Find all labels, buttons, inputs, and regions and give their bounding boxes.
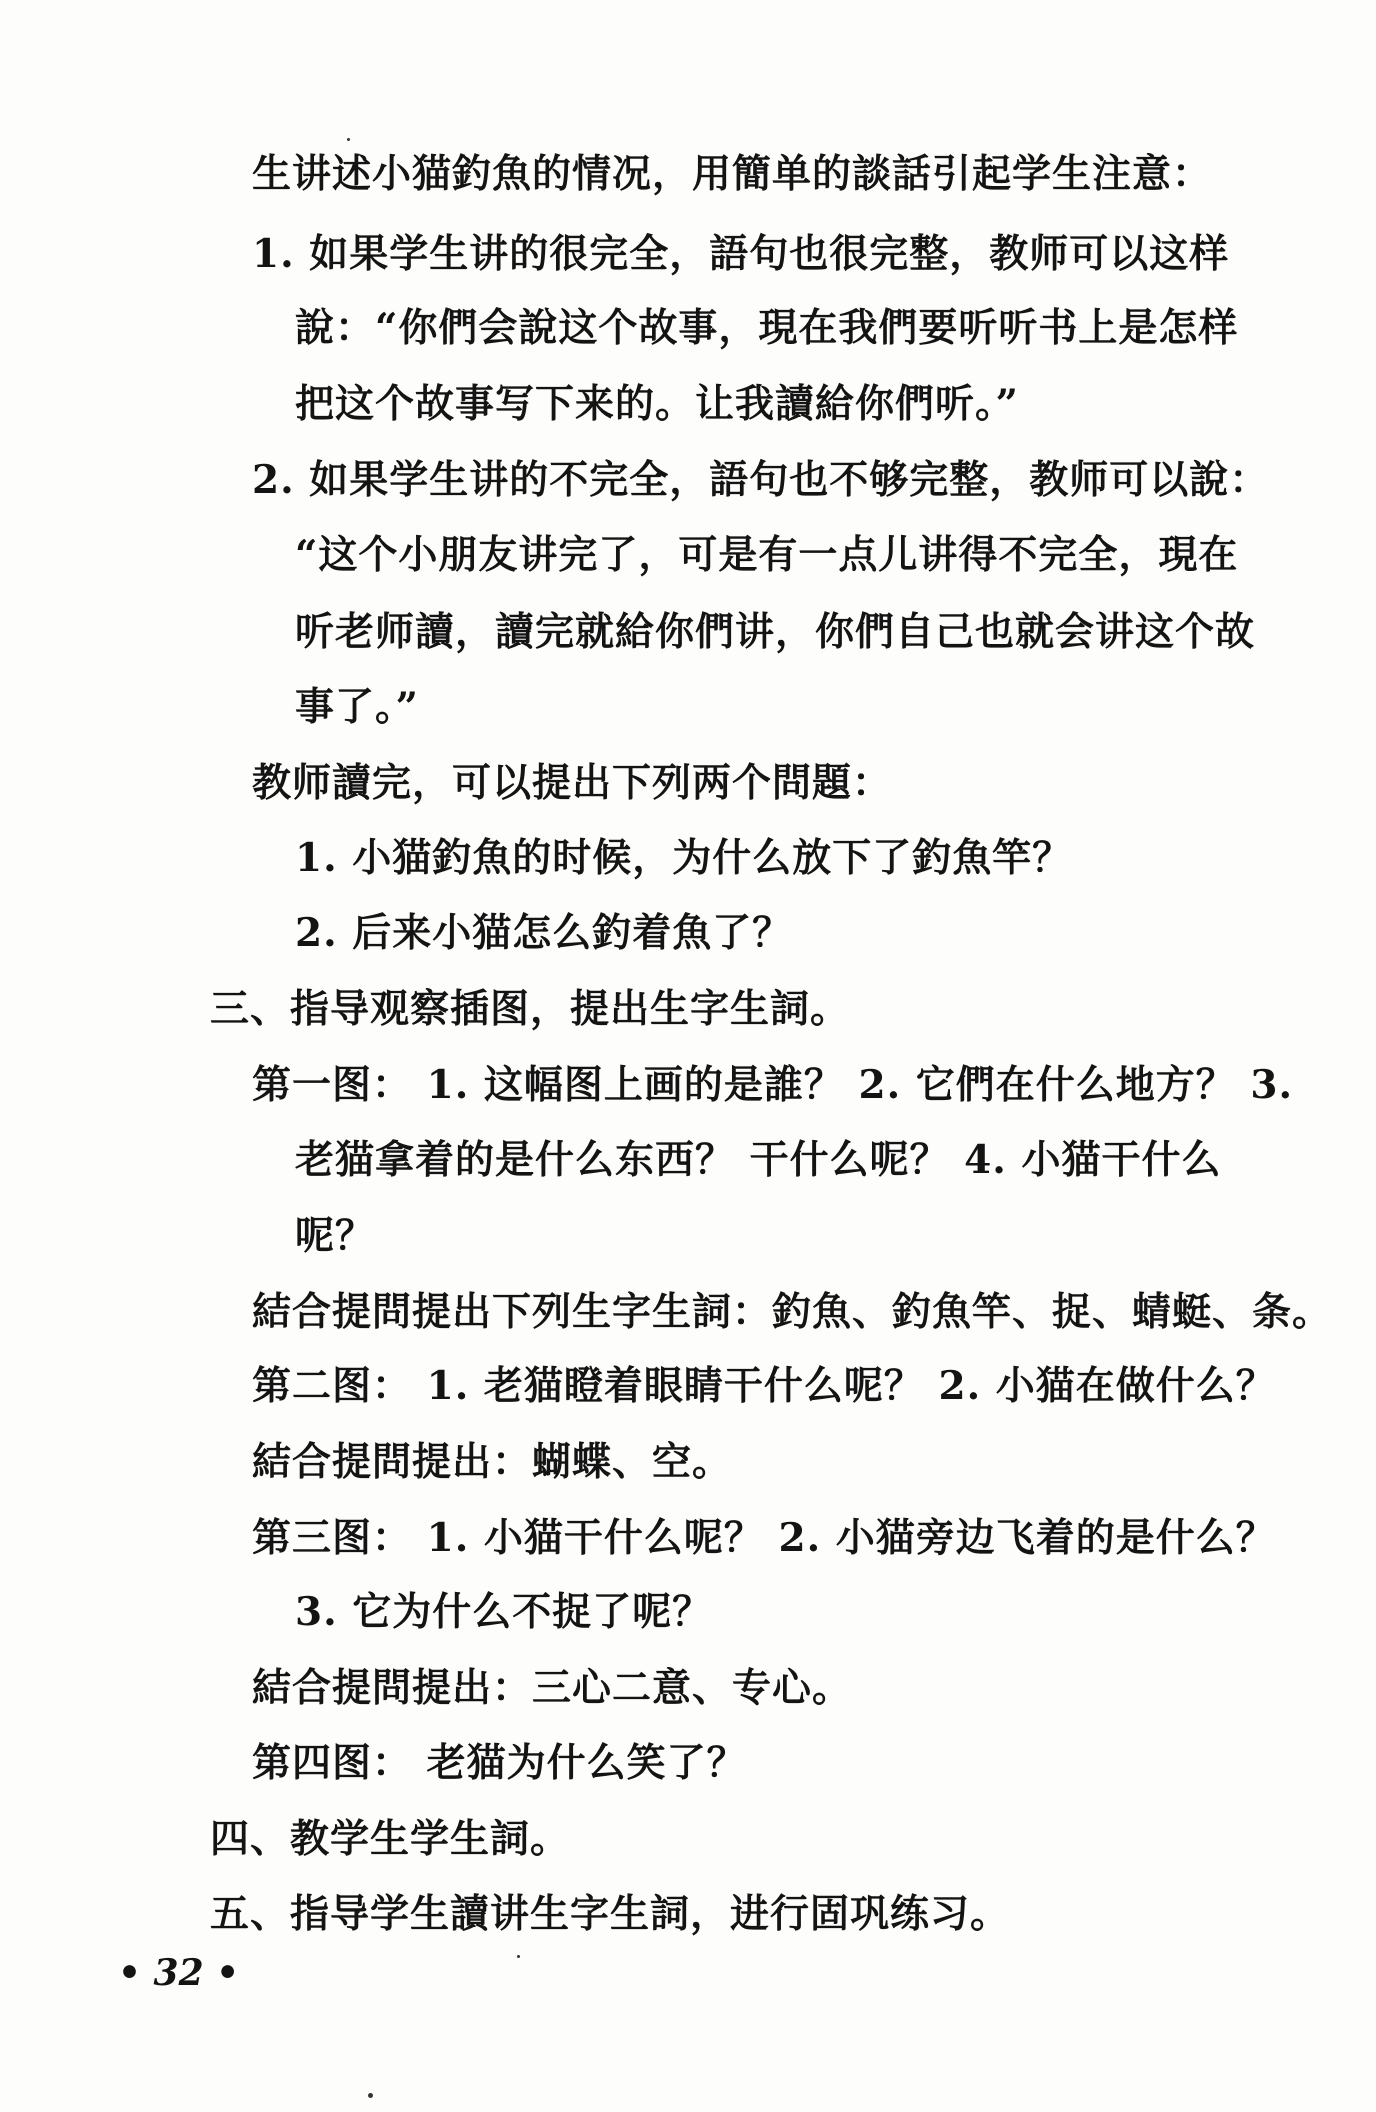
text-line: 第二图： 1. 老猫瞪着眼睛干什么呢？ 2. 小猫在做什么？ <box>252 1363 1276 1409</box>
section-heading: 四、教学生学生詞。 <box>210 1816 571 1862</box>
text-line: 把这个故事写下来的。让我讀給你們听。” <box>295 381 1019 427</box>
text-line: “这个小朋友讲完了，可是有一点儿讲得不完全，現在 <box>295 532 1239 578</box>
text-line: 听老师讀，讀完就給你們讲，你們自己也就会讲这个故 <box>295 609 1256 655</box>
text-line: 2. 如果学生讲的不完全，語句也不够完整，教师可以說： <box>252 457 1270 503</box>
section-heading: 三、指导观察插图，提出生字生詞。 <box>210 986 851 1032</box>
section-heading: 五、指导学生讀讲生字生詞，进行固巩练习。 <box>210 1891 1011 1937</box>
text-line: 1. 如果学生讲的很完全，語句也很完整，教师可以这样 <box>252 231 1230 277</box>
text-line: 事了。” <box>295 684 419 730</box>
text-line: 第四图： 老猫为什么笑了？ <box>252 1740 747 1786</box>
text-line: 呢？ <box>295 1213 376 1259</box>
text-line: 2. 后来小猫怎么釣着魚了？ <box>295 910 793 956</box>
text-line: 結合提問提出：三心二意、专心。 <box>252 1665 853 1711</box>
scan-speck <box>347 138 350 141</box>
text-line: 說：“你們会說这个故事，現在我們要听听书上是怎样 <box>295 305 1239 351</box>
text-line: 生讲述小猫釣魚的情况，用簡单的談話引起学生注意： <box>252 151 1213 197</box>
text-line: 3. 它为什么不捉了呢？ <box>295 1589 713 1635</box>
scan-speck <box>517 1955 520 1958</box>
text-line: 第三图： 1. 小猫干什么呢？ 2. 小猫旁边飞着的是什么？ <box>252 1515 1276 1561</box>
scan-speck <box>368 2093 373 2098</box>
page-number: • 32 • <box>118 1952 240 1994</box>
text-line: 結合提問提出：蝴蝶、空。 <box>252 1439 733 1485</box>
text-line: 老猫拿着的是什么东西？ 干什么呢？ 4. 小猫干什么 <box>295 1137 1222 1183</box>
text-line: 教师讀完，可以提出下列两个問題： <box>252 760 893 806</box>
text-line: 1. 小猫釣魚的时候，为什么放下了釣魚竿？ <box>295 835 1073 881</box>
text-line: 第一图： 1. 这幅图上画的是誰？ 2. 它們在什么地方？ 3. <box>252 1062 1294 1108</box>
text-line: 結合提問提出下列生字生詞：釣魚、釣魚竿、捉、蜻蜓、条。 <box>252 1289 1333 1335</box>
